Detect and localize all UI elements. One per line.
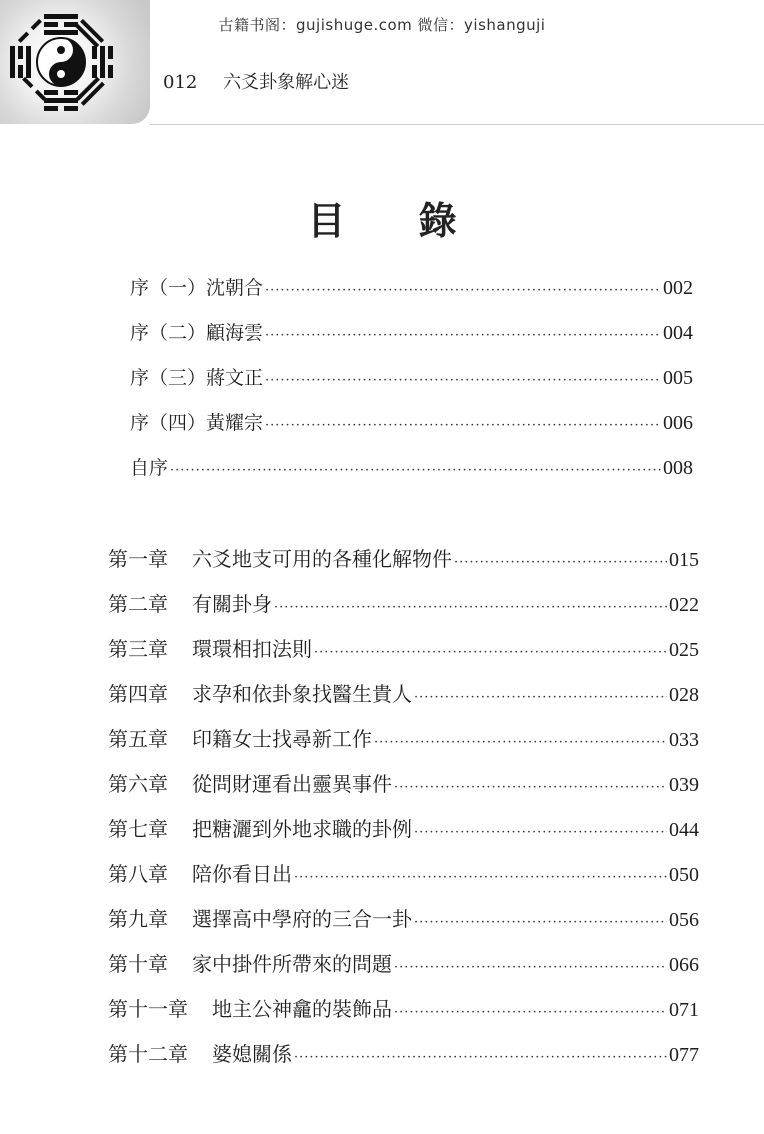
leader-dots (394, 1005, 667, 1020)
toc-chapter-entry[interactable] (108, 858, 699, 887)
leader-dots (454, 555, 667, 570)
toc-chapter-entry[interactable] (108, 903, 699, 932)
toc-preface-entry[interactable] (130, 273, 693, 300)
chapter-title: 六爻地支可用的各種化解物件 (192, 547, 452, 571)
entry-page: 006 (663, 412, 693, 434)
toc-chapter-entry[interactable] (108, 633, 699, 662)
toc-chapter-entry[interactable] (108, 768, 699, 797)
toc-chapter-entry[interactable] (108, 1038, 699, 1067)
leader-dots (314, 645, 667, 660)
chapter-number: 第十一章 (108, 997, 188, 1021)
chapter-number: 第七章 (108, 817, 168, 841)
entry-page: 005 (663, 367, 693, 389)
leader-dots (394, 780, 667, 795)
chapter-title: 印籍女士找尋新工作 (192, 727, 372, 751)
chapter-page: 050 (669, 864, 699, 886)
leader-dots (394, 960, 667, 975)
chapter-page: 056 (669, 909, 699, 931)
toc-preface-entry[interactable] (130, 408, 693, 435)
chapter-page: 039 (669, 774, 699, 796)
entry-page: 008 (663, 457, 693, 479)
leader-dots (294, 870, 667, 885)
toc-preface-entry[interactable] (130, 318, 693, 345)
chapter-number: 第十二章 (108, 1042, 188, 1066)
entry-label: 序（四）黃耀宗 (130, 412, 264, 434)
leader-dots (414, 690, 667, 705)
page-number: 012 (163, 72, 198, 93)
chapter-page: 066 (669, 954, 699, 976)
chapter-title: 家中掛件所帶來的問題 (192, 952, 392, 976)
chapter-number: 第二章 (108, 592, 168, 616)
entry-label: 序（三）蔣文正 (130, 367, 264, 389)
entry-page: 002 (663, 277, 693, 299)
chapter-page: 028 (669, 684, 699, 706)
leader-dots (274, 600, 667, 615)
chapter-page: 033 (669, 729, 699, 751)
book-title: 六爻卦象解心迷 (223, 72, 350, 93)
chapter-title: 選擇高中學府的三合一卦 (192, 907, 412, 931)
toc-chapter-entry[interactable] (108, 678, 699, 707)
chapter-page: 015 (669, 549, 699, 571)
chapter-title: 地主公神龕的裝飾品 (212, 997, 392, 1021)
chapter-title: 有關卦身 (192, 592, 272, 616)
chapter-title: 婆媳關係 (212, 1042, 292, 1066)
chapter-title: 陪你看日出 (192, 862, 292, 886)
page-title: 目 錄 (307, 199, 487, 243)
entry-page: 004 (663, 322, 693, 344)
leader-dots (414, 915, 667, 930)
entry-label: 自序 (130, 457, 169, 479)
leader-dots (170, 463, 661, 478)
chapter-title: 環環相扣法則 (192, 637, 312, 661)
running-head (163, 68, 349, 94)
chapter-number: 第一章 (108, 547, 168, 571)
leader-dots (414, 825, 667, 840)
chapter-number: 第五章 (108, 727, 168, 751)
toc-chapter-entry[interactable] (108, 723, 699, 752)
chapter-title: 把糖灑到外地求職的卦例 (192, 817, 412, 841)
chapter-page: 077 (669, 1044, 699, 1066)
chapter-number: 第六章 (108, 772, 168, 796)
chapter-title: 從問財運看出靈異事件 (192, 772, 392, 796)
chapter-number: 第八章 (108, 862, 168, 886)
chapter-page: 022 (669, 594, 699, 616)
chapter-number: 第四章 (108, 682, 168, 706)
leader-dots (265, 328, 661, 343)
toc-chapter-entry[interactable] (108, 948, 699, 977)
leader-dots (294, 1050, 667, 1065)
entry-label: 序（一）沈朝合 (130, 277, 264, 299)
chapter-number: 第三章 (108, 637, 168, 661)
toc-chapter-entry[interactable] (108, 588, 699, 617)
toc-preface-entry[interactable] (130, 453, 693, 480)
leader-dots (265, 283, 661, 298)
leader-dots (374, 735, 667, 750)
toc-preface-entry[interactable] (130, 363, 693, 390)
toc-chapter-entry[interactable] (108, 543, 699, 572)
toc-chapter-entry[interactable] (108, 993, 699, 1022)
leader-dots (265, 418, 661, 433)
chapter-page: 025 (669, 639, 699, 661)
chapter-page: 071 (669, 999, 699, 1021)
header-divider (150, 124, 764, 125)
toc-chapter-entry[interactable] (108, 813, 699, 842)
chapter-title: 求孕和依卦象找醫生貴人 (192, 682, 412, 706)
watermark-text: 古籍书阁：gujishuge.com 微信：yishanguji (218, 16, 546, 34)
chapter-number: 第十章 (108, 952, 168, 976)
chapter-page: 044 (669, 819, 699, 841)
chapter-number: 第九章 (108, 907, 168, 931)
leader-dots (265, 373, 661, 388)
entry-label: 序（二）顧海雲 (130, 322, 264, 344)
